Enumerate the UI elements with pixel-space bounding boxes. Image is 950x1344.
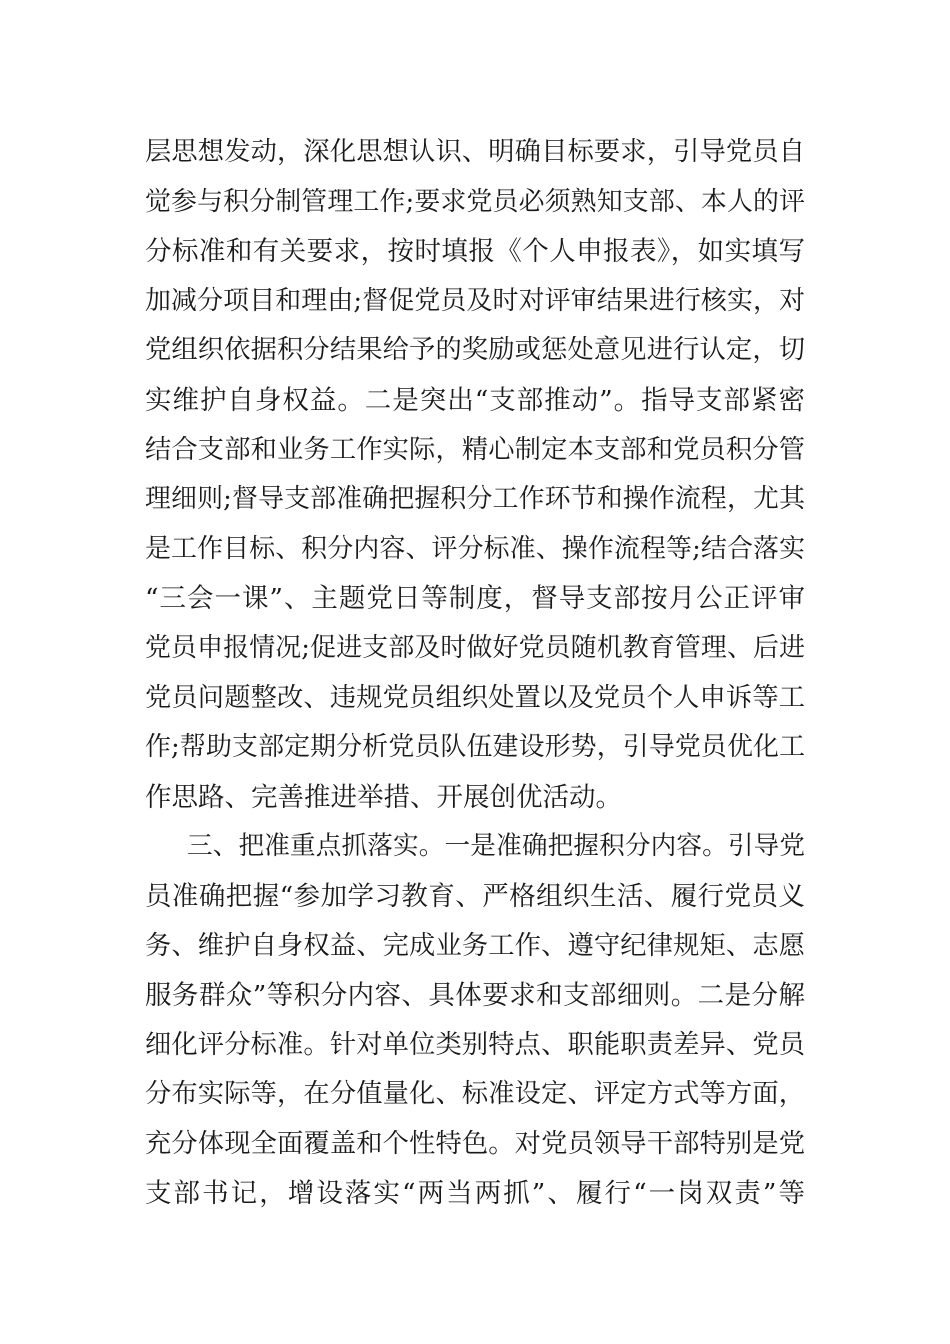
text-line: 分标准和有关要求，按时填报《个人申报表》，如实填写 <box>145 236 805 268</box>
text-line: 务、维护自身权益、完成业务工作、遵守纪律规矩、志愿 <box>145 930 805 961</box>
text-line: 党员申报情况;促进支部及时做好党员随机教育管理、后进 <box>145 632 805 663</box>
text-line: 作思路、完善推进举措、开展创优活动。 <box>145 781 622 813</box>
text-line: 觉参与积分制管理工作;要求党员必须熟知支部、本人的评 <box>145 186 805 217</box>
text-line: 作;帮助支部定期分析党员队伍建设形势，引导党员优化工 <box>145 732 805 763</box>
text-line: 员准确把握“参加学习教育、严格组织生活、履行党员义 <box>145 880 805 912</box>
text-line: 党组织依据积分结果给予的奖励或惩处意见进行认定，切 <box>145 335 805 366</box>
text-line: 充分体现全面覆盖和个性特色。对党员领导干部特别是党 <box>145 1128 805 1159</box>
text-line: 加减分项目和理由;督促党员及时对评审结果进行核实，对 <box>145 285 805 316</box>
text-line: 实维护自身权益。二是突出“支部推动”。指导支部紧密 <box>145 384 805 416</box>
text-line: “三会一课”、主题党日等制度，督导支部按月公正评审 <box>145 583 805 615</box>
text-line: 层思想发动，深化思想认识、明确目标要求，引导党员自 <box>145 137 805 167</box>
text-line: 细化评分标准。针对单位类别特点、职能职责差异、党员 <box>145 1029 805 1060</box>
text-line: 党员问题整改、违规党员组织处置以及党员个人申诉等工 <box>145 682 805 713</box>
text-line: 理细则;督导支部准确把握积分工作环节和操作流程，尤其 <box>145 484 805 515</box>
text-line: 服务群众”等积分内容、具体要求和支部细则。二是分解 <box>145 980 805 1012</box>
text-line: 结合支部和业务工作实际，精心制定本支部和党员积分管 <box>145 434 805 465</box>
paragraph-start-line: 三、把准重点抓落实。一是准确把握积分内容。引导党 <box>187 831 805 862</box>
text-line: 分布实际等，在分值量化、标准设定、评定方式等方面， <box>145 1079 805 1110</box>
text-line: 是工作目标、积分内容、评分标准、操作流程等;结合落实 <box>145 533 805 564</box>
body-text <box>145 128 805 1219</box>
text-line: 支部书记，增设落实“两当两抓”、履行“一岗双责”等 <box>145 1178 805 1210</box>
